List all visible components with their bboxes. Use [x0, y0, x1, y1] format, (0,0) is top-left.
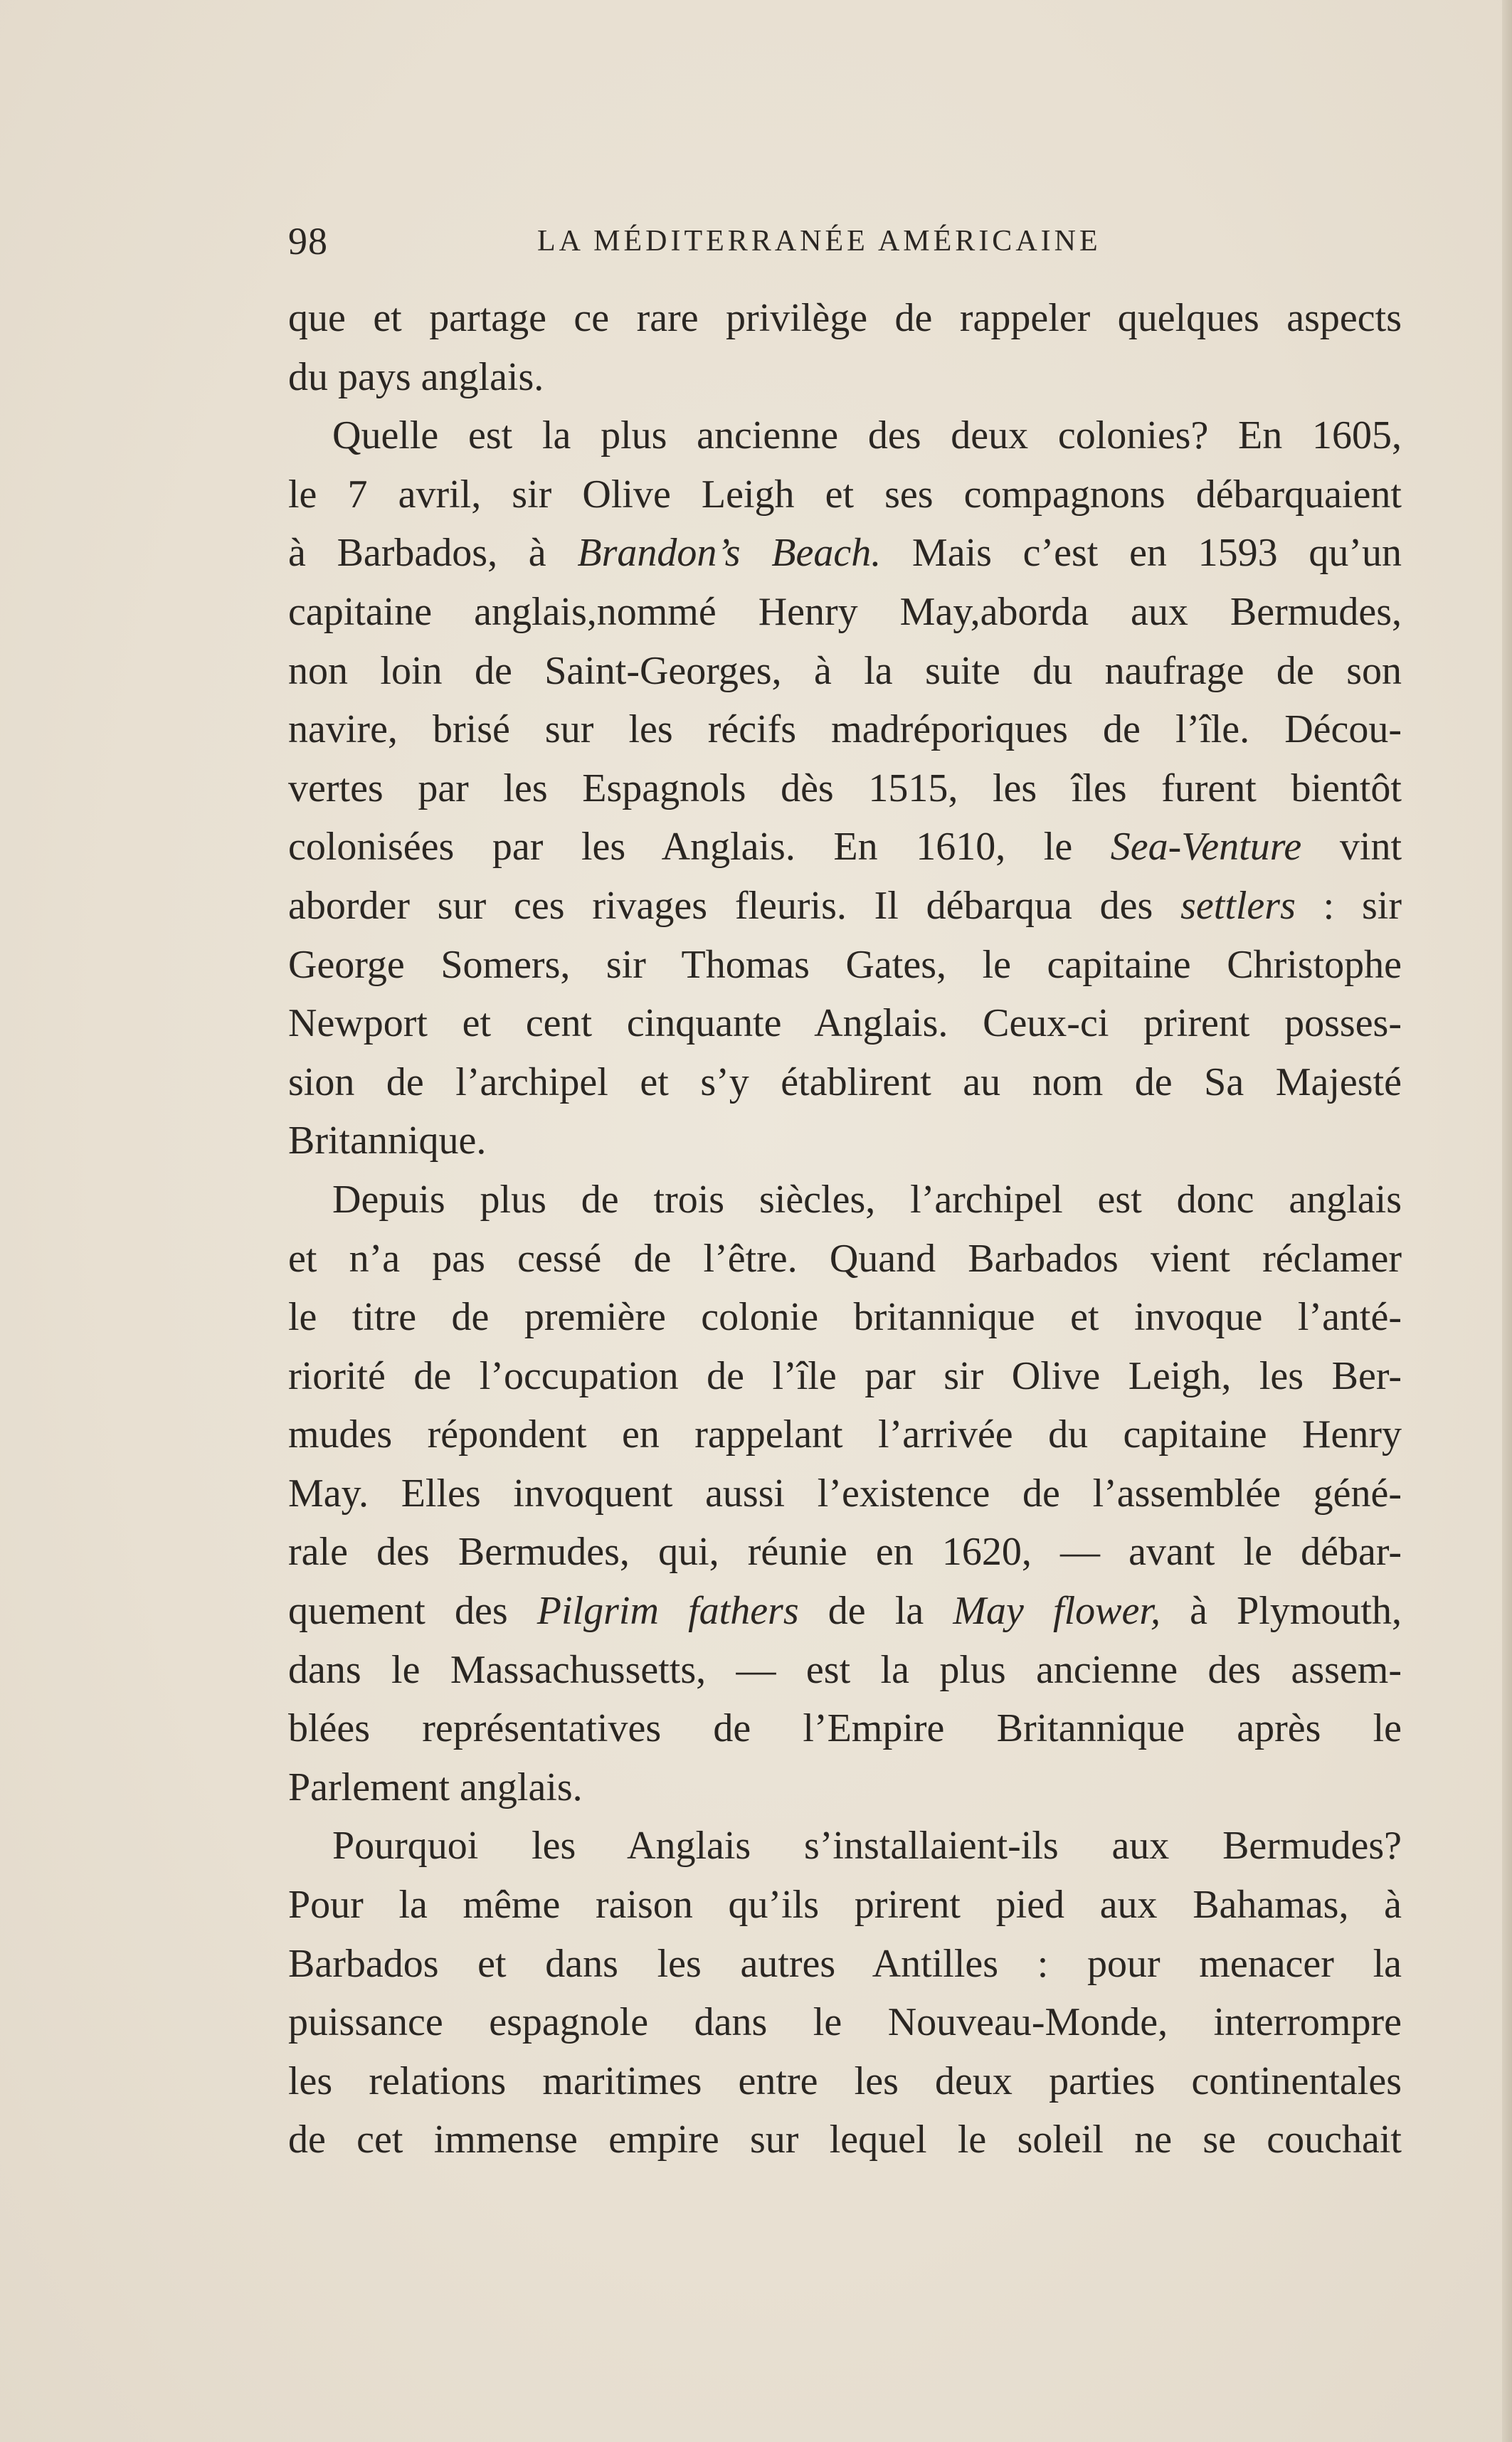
text-segment: quement des — [288, 1589, 537, 1634]
text-segment: de la — [798, 1589, 953, 1634]
text-line — [288, 1170, 1402, 1230]
text-line — [288, 2110, 1402, 2169]
text-segment: Barbados et dans les autres Antilles : pour menacer la — [288, 1941, 1402, 1986]
text-segment: sion de l’archipel et s’y établirent au nom de Sa Majesté — [288, 1059, 1402, 1104]
text-segment: Britannique. — [288, 1119, 487, 1163]
body-text — [288, 289, 1402, 2169]
text-line — [288, 1288, 1402, 1347]
text-segment: rale des Bermudes, qui, réunie en 1620, — avant le débar- — [288, 1530, 1402, 1575]
text-line — [288, 465, 1402, 524]
text-line — [288, 642, 1402, 701]
text-segment: mudes répondent en rappelant l’arrivée du capitaine Henry — [288, 1412, 1402, 1457]
text-line — [288, 2052, 1402, 2111]
text-segment: blées représentatives de l’Empire Britannique après le — [288, 1706, 1402, 1751]
text-segment: Pourquoi les Anglais s’installaient-ils aux Bermudes? — [332, 1824, 1402, 1868]
text-line — [288, 1582, 1402, 1641]
text-segment: navire, brisé sur les récifs madréporiques de l’île. Décou- — [288, 707, 1402, 752]
text-segment: de cet immense empire sur lequel le soleil ne se couchait — [288, 2118, 1402, 2162]
text-segment: Mais c’est en 1593 qu’un — [881, 531, 1402, 576]
text-line — [288, 1758, 1402, 1817]
running-title: LA MÉDITERRANÉE AMÉRICAINE — [537, 225, 1101, 258]
text-segment: riorité de l’occupation de l’île par sir Olive Leigh, les Ber- — [288, 1353, 1402, 1398]
running-header — [288, 216, 1405, 266]
text-line — [288, 1935, 1402, 1994]
text-line — [288, 1053, 1402, 1112]
italic-text: Brandon’s Beach. — [577, 531, 882, 576]
text-segment: le 7 avril, sir Olive Leigh et ses compagnons débarquaient — [288, 472, 1402, 517]
text-segment: dans le Massachussetts, — est la plus ancienne des assem- — [288, 1647, 1402, 1692]
text-segment: Newport et cent cinquante Anglais. Ceux-ci prirent posses- — [288, 1001, 1402, 1046]
text-segment: : sir — [1295, 883, 1402, 928]
text-segment: les relations maritimes entre les deux parties continentales — [288, 2058, 1402, 2103]
text-segment: aborder sur ces rivages fleuris. Il débarqua des — [288, 883, 1181, 928]
text-line — [288, 1111, 1402, 1170]
italic-text: settlers — [1180, 883, 1296, 928]
text-segment: à Barbados, à — [288, 531, 578, 576]
text-segment: Depuis plus de trois siècles, l’archipel est donc anglais — [332, 1177, 1402, 1222]
text-line — [288, 348, 1402, 407]
text-line — [288, 289, 1402, 348]
text-line — [288, 818, 1402, 877]
text-line — [288, 1699, 1402, 1758]
text-segment: le titre de première colonie britannique et invoque l’anté- — [288, 1295, 1402, 1340]
text-segment: colonisées par les Anglais. En 1610, le — [288, 825, 1111, 870]
text-line — [288, 1405, 1402, 1464]
text-segment: Parlement anglais. — [288, 1765, 583, 1809]
text-segment: que et partage ce rare privilège de rappeler quelques aspects — [288, 296, 1402, 340]
text-segment: Pour la même raison qu’ils prirent pied aux Bahamas, à — [288, 1883, 1402, 1928]
text-segment: et n’a pas cessé de l’être. Quand Barbados vient réclamer — [288, 1236, 1402, 1281]
text-line — [288, 406, 1402, 465]
text-line — [288, 700, 1402, 759]
text-segment: non loin de Saint-Georges, à la suite du naufrage de son — [288, 648, 1402, 693]
text-segment: à Plymouth, — [1160, 1589, 1402, 1634]
text-line — [288, 936, 1402, 995]
italic-text: Pilgrim fathers — [536, 1589, 799, 1634]
text-line — [288, 1876, 1402, 1935]
text-line — [288, 1230, 1402, 1289]
text-line — [288, 1817, 1402, 1876]
text-segment: puissance espagnole dans le Nouveau-Monde, interrompre — [288, 2000, 1402, 2045]
text-line — [288, 877, 1402, 936]
text-line — [288, 759, 1402, 818]
page-number: 98 — [288, 220, 328, 263]
text-segment: Quelle est la plus ancienne des deux colonies? En 1605, — [332, 413, 1402, 458]
text-segment: vertes par les Espagnols dès 1515, les îles furent bientôt — [288, 766, 1402, 810]
text-line — [288, 1523, 1402, 1582]
text-line — [288, 1641, 1402, 1700]
italic-text: May flower, — [953, 1589, 1161, 1634]
text-segment: capitaine anglais,nommé Henry May,aborda aux Bermudes, — [288, 589, 1402, 634]
text-line — [288, 994, 1402, 1053]
italic-text: Sea-Venture — [1110, 825, 1302, 870]
text-line — [288, 583, 1402, 642]
text-segment: vint — [1301, 825, 1402, 870]
text-segment: May. Elles invoquent aussi l’existence de l’assemblée géné- — [288, 1471, 1402, 1516]
text-segment: George Somers, sir Thomas Gates, le capitaine Christophe — [288, 942, 1402, 987]
text-line — [288, 524, 1402, 583]
text-line — [288, 1347, 1402, 1406]
page-edge-shadow — [1502, 0, 1512, 2442]
text-segment: du pays anglais. — [288, 354, 544, 399]
text-line — [288, 1993, 1402, 2052]
text-line — [288, 1464, 1402, 1523]
